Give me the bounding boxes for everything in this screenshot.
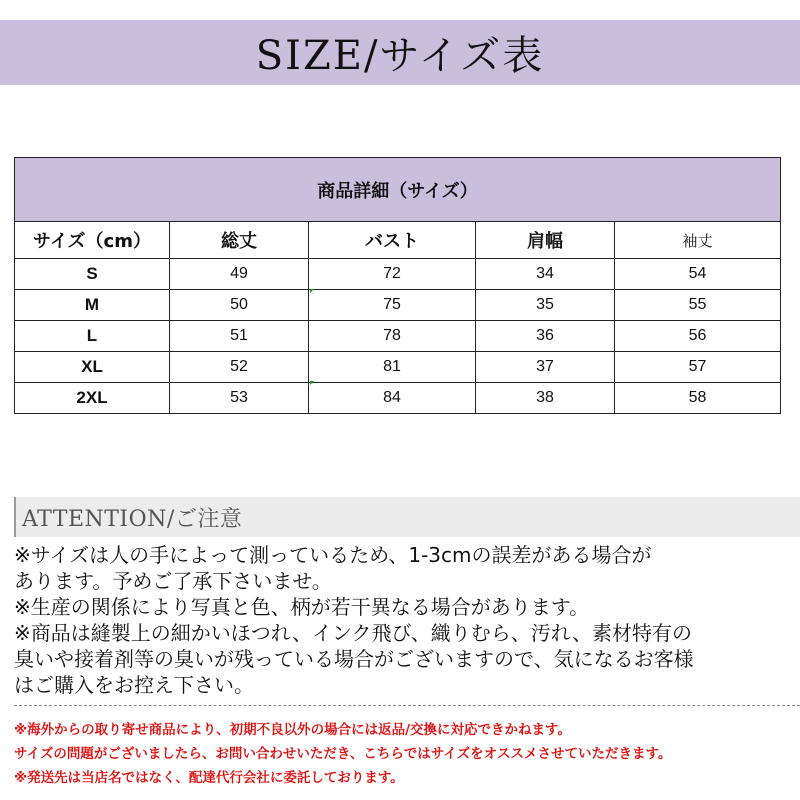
shoulder-cell: 38 [476, 383, 615, 414]
cell-marker [310, 289, 314, 293]
bust-cell: 84 [309, 383, 476, 414]
size-cell: S [15, 259, 170, 290]
sleeve-cell: 55 [615, 290, 781, 321]
bust-cell: 75 [309, 290, 476, 321]
length-cell: 51 [170, 321, 309, 352]
note-line: 臭いや接着剤等の臭いが残っている場合がございますので、気になるお客様 [14, 647, 694, 671]
table-row [15, 259, 781, 290]
size-cell: L [15, 321, 170, 352]
note-line: ※商品は縫製上の細かいほつれ、インク飛び、織りむら、汚れ、素材特有の [14, 621, 692, 645]
table-caption-row [15, 158, 781, 222]
size-cell: 2XL [15, 383, 170, 414]
attention-notes [14, 542, 800, 698]
red-note-line: サイズの問題がございましたら、お問い合わせいただき、こちらではサイズをオススメさせていただきます。 [14, 746, 672, 762]
size-cell: M [15, 290, 170, 321]
header-shoulder: 肩幅 [476, 222, 615, 259]
red-note-line: ※発送先は当店名ではなく、配達代行会社に委託しております。 [14, 770, 404, 786]
length-cell: 52 [170, 352, 309, 383]
attention-heading: ATTENTION/ご注意 [22, 506, 243, 532]
table-row [15, 383, 781, 414]
dashed-divider [14, 705, 800, 706]
bust-cell: 81 [309, 352, 476, 383]
length-cell: 53 [170, 383, 309, 414]
red-note-line: ※海外からの取り寄せ商品により、初期不良以外の場合には返品/交換に対応できかねます。 [14, 722, 571, 738]
title-band [0, 20, 800, 85]
table-row [15, 290, 781, 321]
sleeve-cell: 58 [615, 383, 781, 414]
note-line: ※生産の関係により写真と色、柄が若干異なる場合があります。 [14, 595, 590, 619]
table-header-row [15, 222, 781, 259]
shoulder-cell: 36 [476, 321, 615, 352]
header-length: 総丈 [170, 222, 309, 259]
note-line: はご購入をお控え下さい。 [14, 673, 254, 697]
table-row [15, 321, 781, 352]
table-row [15, 352, 781, 383]
bust-cell: 72 [309, 259, 476, 290]
header-sleeve: 袖丈 [615, 222, 781, 259]
shoulder-cell: 35 [476, 290, 615, 321]
header-bust: バスト [309, 222, 476, 259]
sleeve-cell: 54 [615, 259, 781, 290]
note-line: ※サイズは人の手によって測っているため、1-3cmの誤差がある場合が [14, 543, 652, 567]
bust-cell: 78 [309, 321, 476, 352]
shoulder-cell: 37 [476, 352, 615, 383]
shipping-notes [14, 718, 800, 790]
header-size: サイズ（cm） [15, 222, 170, 259]
shoulder-cell: 34 [476, 259, 615, 290]
cell-marker [310, 381, 314, 385]
table-caption: 商品詳細（サイズ） [15, 158, 781, 222]
sleeve-cell: 56 [615, 321, 781, 352]
note-line: あります。予めご了承下さいませ。 [14, 569, 332, 593]
page-title: SIZE/サイズ表 [255, 33, 545, 79]
attention-header [14, 497, 800, 537]
length-cell: 50 [170, 290, 309, 321]
sleeve-cell: 57 [615, 352, 781, 383]
size-table [14, 157, 781, 414]
length-cell: 49 [170, 259, 309, 290]
size-cell: XL [15, 352, 170, 383]
